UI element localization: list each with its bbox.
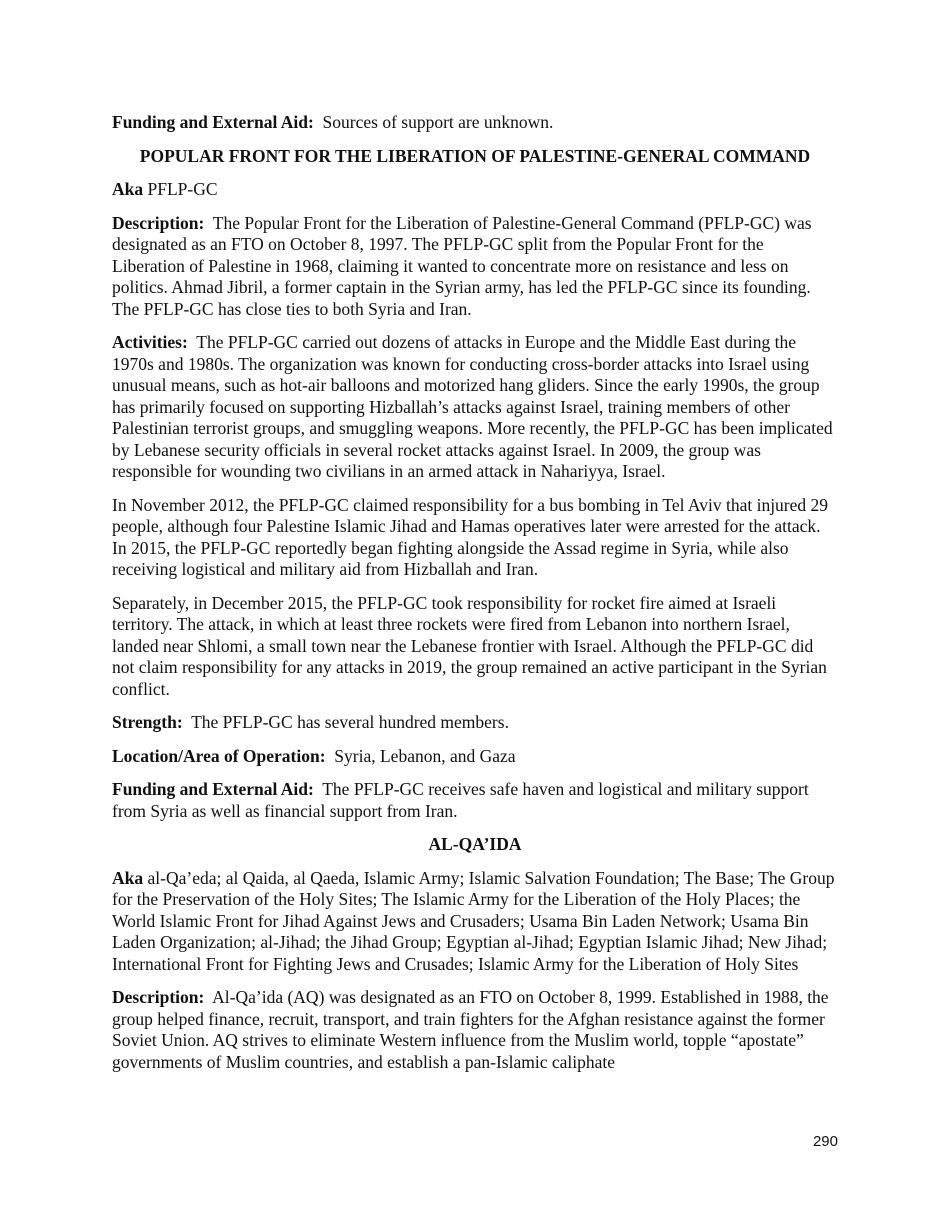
pflp-funding-paragraph (112, 779, 838, 822)
aka-label: Aka (112, 179, 144, 199)
aka-label: Aka (112, 867, 144, 888)
pflp-aka-paragraph (112, 179, 838, 201)
funding-label: Funding and External Aid: (112, 112, 314, 132)
description-label: Description: (112, 987, 205, 1007)
al-qaida-heading: AL-QA’IDA (428, 834, 522, 854)
prev-funding-paragraph (112, 112, 838, 134)
pflp-activities-paragraph-2: In November 2012, the PFLP-GC claimed responsibility for a bus bombing in Tel Aviv that injured 29 people, although four Palestine Islamic Jihad and Hamas operatives later were arrested for the attack. In 2015, the PFLP-GC reportedly began fighting alongside the Assad regime in Syria, while also receiving logistical and military aid from Hizballah and Iran. (112, 494, 829, 579)
pflp-gc-heading: POPULAR FRONT FOR THE LIBERATION OF PALESTINE-GENERAL COMMAND (139, 145, 811, 166)
description-text: Al-Qa’ida (AQ) was designated as an FTO on October 8, 1999. Established in 1988, the group helped finance, recruit, transport, and train fighters for the Afghan resistance against the former Soviet Union. AQ strives to eliminate Western influence from the Muslim world, topple “apostate” governments of Muslim countries, and establish a pan-Islamic caliphate (112, 987, 829, 1072)
location-text: Syria, Lebanon, and Gaza (334, 745, 516, 766)
funding-text: Sources of support are unknown. (322, 112, 554, 132)
funding-text: The PFLP-GC receives safe haven and logistical and military support from Syria as well as financial support from Iran. (112, 779, 809, 821)
page-number: 290 (812, 1133, 838, 1150)
pflp-activities-paragraph (112, 332, 838, 483)
alqaida-aka-paragraph (112, 868, 838, 976)
alqaida-description-paragraph (112, 987, 838, 1073)
aka-text: al-Qa’eda; al Qaida, al Qaeda, Islamic Army; Islamic Salvation Foundation; The Base; The Group for the Preservation of the Holy Sites; The Islamic Army for the Liberation of the Holy Places; the World Islamic Front for Jihad Against Jews and Crusaders; Usama Bin Laden Network; Usama Bin Laden Organization; al-Jihad; the Jihad Group; Egyptian al-Jihad; Egyptian Islamic Jihad; New Jihad; International Front for Fighting Jews and Crusades; Islamic Army for the Liberation of Holy Sites (112, 867, 835, 974)
description-label: Description: (112, 212, 205, 233)
pflp-strength-paragraph (112, 712, 838, 734)
location-label: Location/Area of Operation: (112, 745, 326, 766)
activities-label: Activities: (112, 332, 188, 352)
strength-text: The PFLP-GC has several hundred members. (191, 712, 509, 732)
pflp-activities-paragraph-3: Separately, in December 2015, the PFLP-GC took responsibility for rocket fire aimed at Israeli territory. The attack, in which at least three rockets were fired from Lebanon into northern Israel, landed near Shlomi, a small town near the Lebanese frontier with Israel. Although the PFLP-GC did not claim responsibility for any attacks in 2019, the group remained an active participant in the Syrian conflict. (112, 592, 827, 699)
funding-label: Funding and External Aid: (112, 779, 314, 799)
pflp-location-paragraph (112, 746, 838, 768)
document-page (112, 112, 838, 1085)
activities-text: The PFLP-GC carried out dozens of attacks in Europe and the Middle East during the 1970s and 1980s. The organization was known for conducting cross-border attacks into Israel using unusual means, such as hot-air balloons and motorized hang gliders. Since the early 1990s, the group has primarily focused on supporting Hizballah’s attacks against Israel, training members of other Palestinian terrorist groups, and smuggling weapons. More recently, the PFLP-GC has been implicated by Lebanese security officials in several rocket attacks against Israel. In 2009, the group was responsible for wounding two civilians in an armed attack in Nahariyya, Israel. (112, 332, 833, 481)
pflp-description-paragraph (112, 213, 838, 321)
aka-text: PFLP-GC (147, 179, 218, 199)
description-text: The Popular Front for the Liberation of Palestine-General Command (PFLP-GC) was designated as an FTO on October 8, 1997. The PFLP-GC split from the Popular Front for the Liberation of Palestine in 1968, claiming it wanted to concentrate more on resistance and less on politics. Ahmad Jibril, a former captain in the Syrian army, has led the PFLP-GC since its founding. The PFLP-GC has close ties to both Syria and Iran. (112, 212, 812, 319)
strength-label: Strength: (112, 712, 183, 732)
